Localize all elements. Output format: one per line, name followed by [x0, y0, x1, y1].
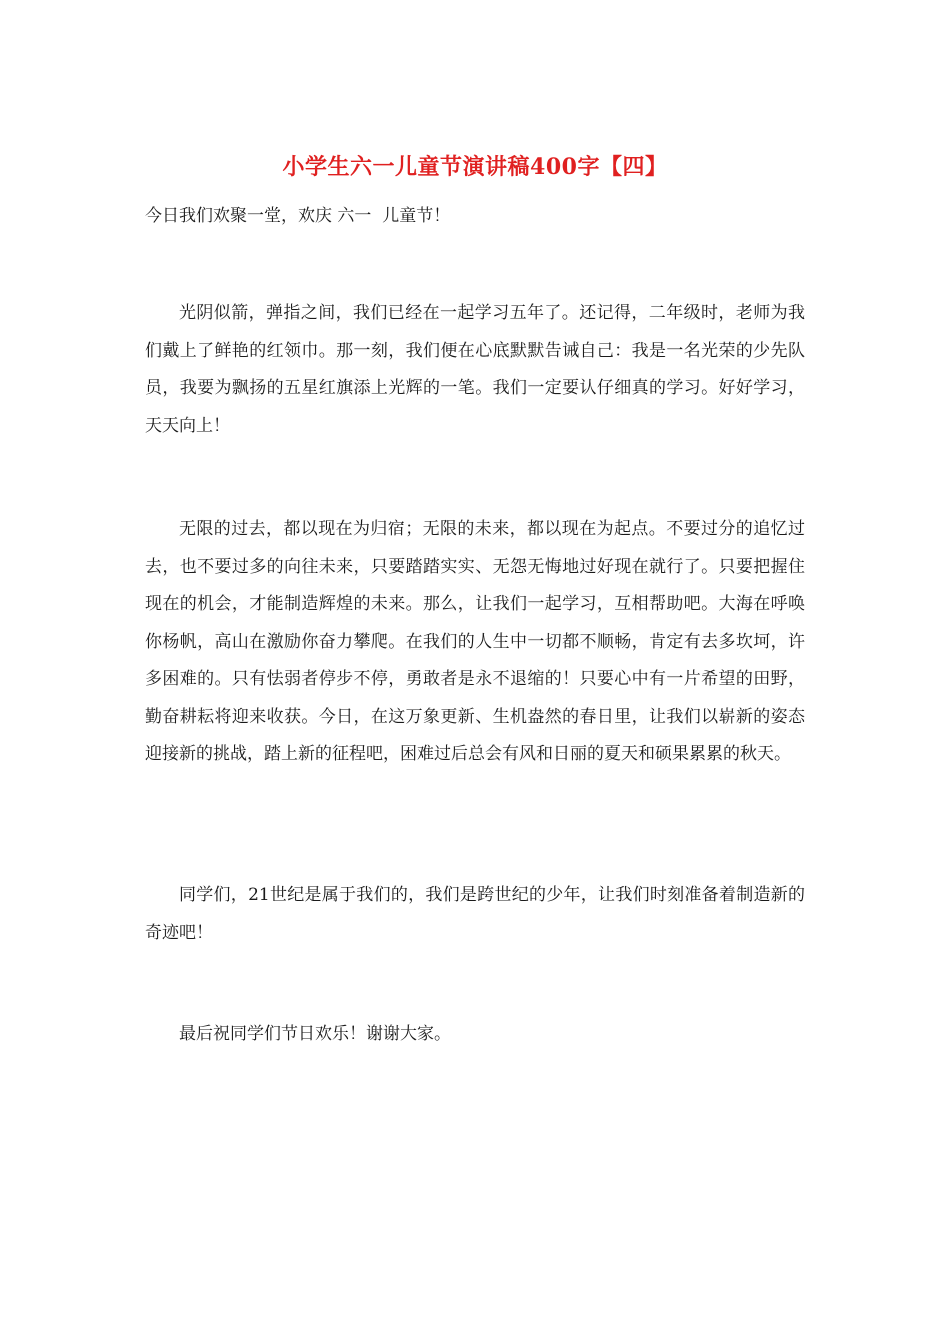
paragraph-4: 最后祝同学们节日欢乐！谢谢大家。 — [179, 1024, 451, 1044]
greeting-line: 今日我们欢聚一堂，欢庆 六一 儿童节！ — [145, 206, 451, 226]
document-title: 小学生六一儿童节演讲稿400字【四】 — [282, 154, 668, 180]
paragraph-3: 同学们，21世纪是属于我们的，我们是跨世纪的少年，让我们时刻准备着制造新的奇迹吧！ — [145, 885, 805, 943]
paragraph-2: 无限的过去，都以现在为归宿；无限的未来，都以现在为起点。不要过分的追忆过去，也不要过多的向往未来，只要踏踏实实、无怨无悔地过好现在就行了。只要把握住现在的机会，才能制造辉煌的未来。那么，让我们一起学习，互相帮助吧。大海在呼唤你杨帆，高山在激励你奋力攀爬。在我们的人生中一切都不顺畅，肯定有去多坎坷，许多困难的。只有怯弱者停步不停，勇敢者是永不退缩的！只要心中有一片希望的田野，勤奋耕耘将迎来收获。今日，在这万象更新、生机盎然的春日里，让我们以崭新的姿态迎接新的挑战，踏上新的征程吧，困难过后总会有风和日丽的夏天和硕果累累的秋天。 — [145, 519, 805, 764]
paragraph-1: 光阴似箭，弹指之间，我们已经在一起学习五年了。还记得，二年级时，老师为我们戴上了鲜艳的红领巾。那一刻，我们便在心底默默告诫自己：我是一名光荣的少先队员，我要为飘扬的五星红旗添上光辉的一笔。我们一定要认仔细真的学习。好好学习，天天向上！ — [145, 303, 805, 436]
